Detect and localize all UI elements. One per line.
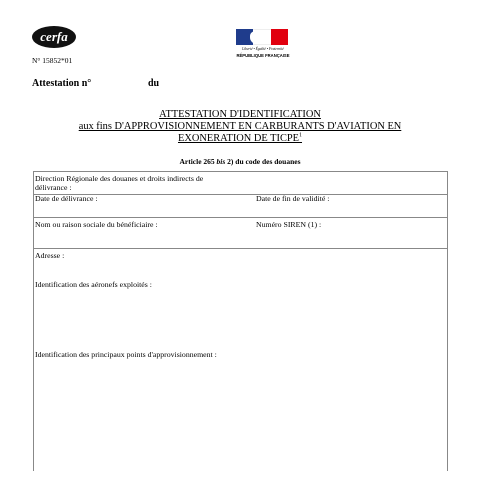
- republic-name: RÉPUBLIQUE FRANÇAISE: [236, 53, 290, 58]
- legal-reference-suffix: 2) du code des douanes: [225, 157, 301, 166]
- document-title: [40, 109, 440, 145]
- cerfa-number: N° 15852*01: [32, 56, 73, 65]
- date-issue-label: Date de délivrance :: [35, 194, 98, 203]
- date-end-label: Date de fin de validité :: [256, 194, 330, 203]
- title-line-1: ATTESTATION D'IDENTIFICATION: [159, 109, 321, 120]
- aircraft-label: Identification des aéronefs exploités :: [35, 280, 152, 289]
- legal-reference-bis: bis: [216, 157, 226, 166]
- supply-points-label: Identification des principaux points d'approvisionnement :: [35, 350, 217, 359]
- address-label: Adresse :: [35, 251, 65, 260]
- footnote-marker: 1: [299, 132, 303, 139]
- republic-motto: Liberté • Égalité • Fraternité: [242, 47, 284, 51]
- form-box: [33, 171, 448, 471]
- direction-label: [35, 174, 203, 192]
- title-line-3-text: EXONERATION DE TICPE: [177, 133, 300, 144]
- cerfa-logo: cerfa: [32, 26, 76, 48]
- direction-label-line-1: Direction Régionale des douanes et droits indirects de: [35, 174, 204, 183]
- divider: [33, 217, 448, 218]
- marianne-flag-icon: [236, 29, 288, 45]
- legal-reference-prefix: Article 265: [179, 157, 217, 166]
- attestation-date-label: du: [148, 78, 160, 89]
- title-line-2: aux fins D'APPROVISIONNEMENT EN CARBURANTS D'AVIATION EN: [78, 121, 402, 132]
- attestation-number-label: Attestation n°: [32, 78, 92, 89]
- legal-reference: [40, 157, 440, 166]
- divider: [33, 248, 448, 249]
- siren-label: Numéro SIREN (1) :: [256, 220, 322, 229]
- direction-label-line-2: délivrance :: [35, 183, 72, 192]
- beneficiary-name-label: Nom ou raison sociale du bénéficiaire :: [35, 220, 158, 229]
- title-line-3: [40, 133, 440, 145]
- republique-francaise-logo: [232, 29, 294, 65]
